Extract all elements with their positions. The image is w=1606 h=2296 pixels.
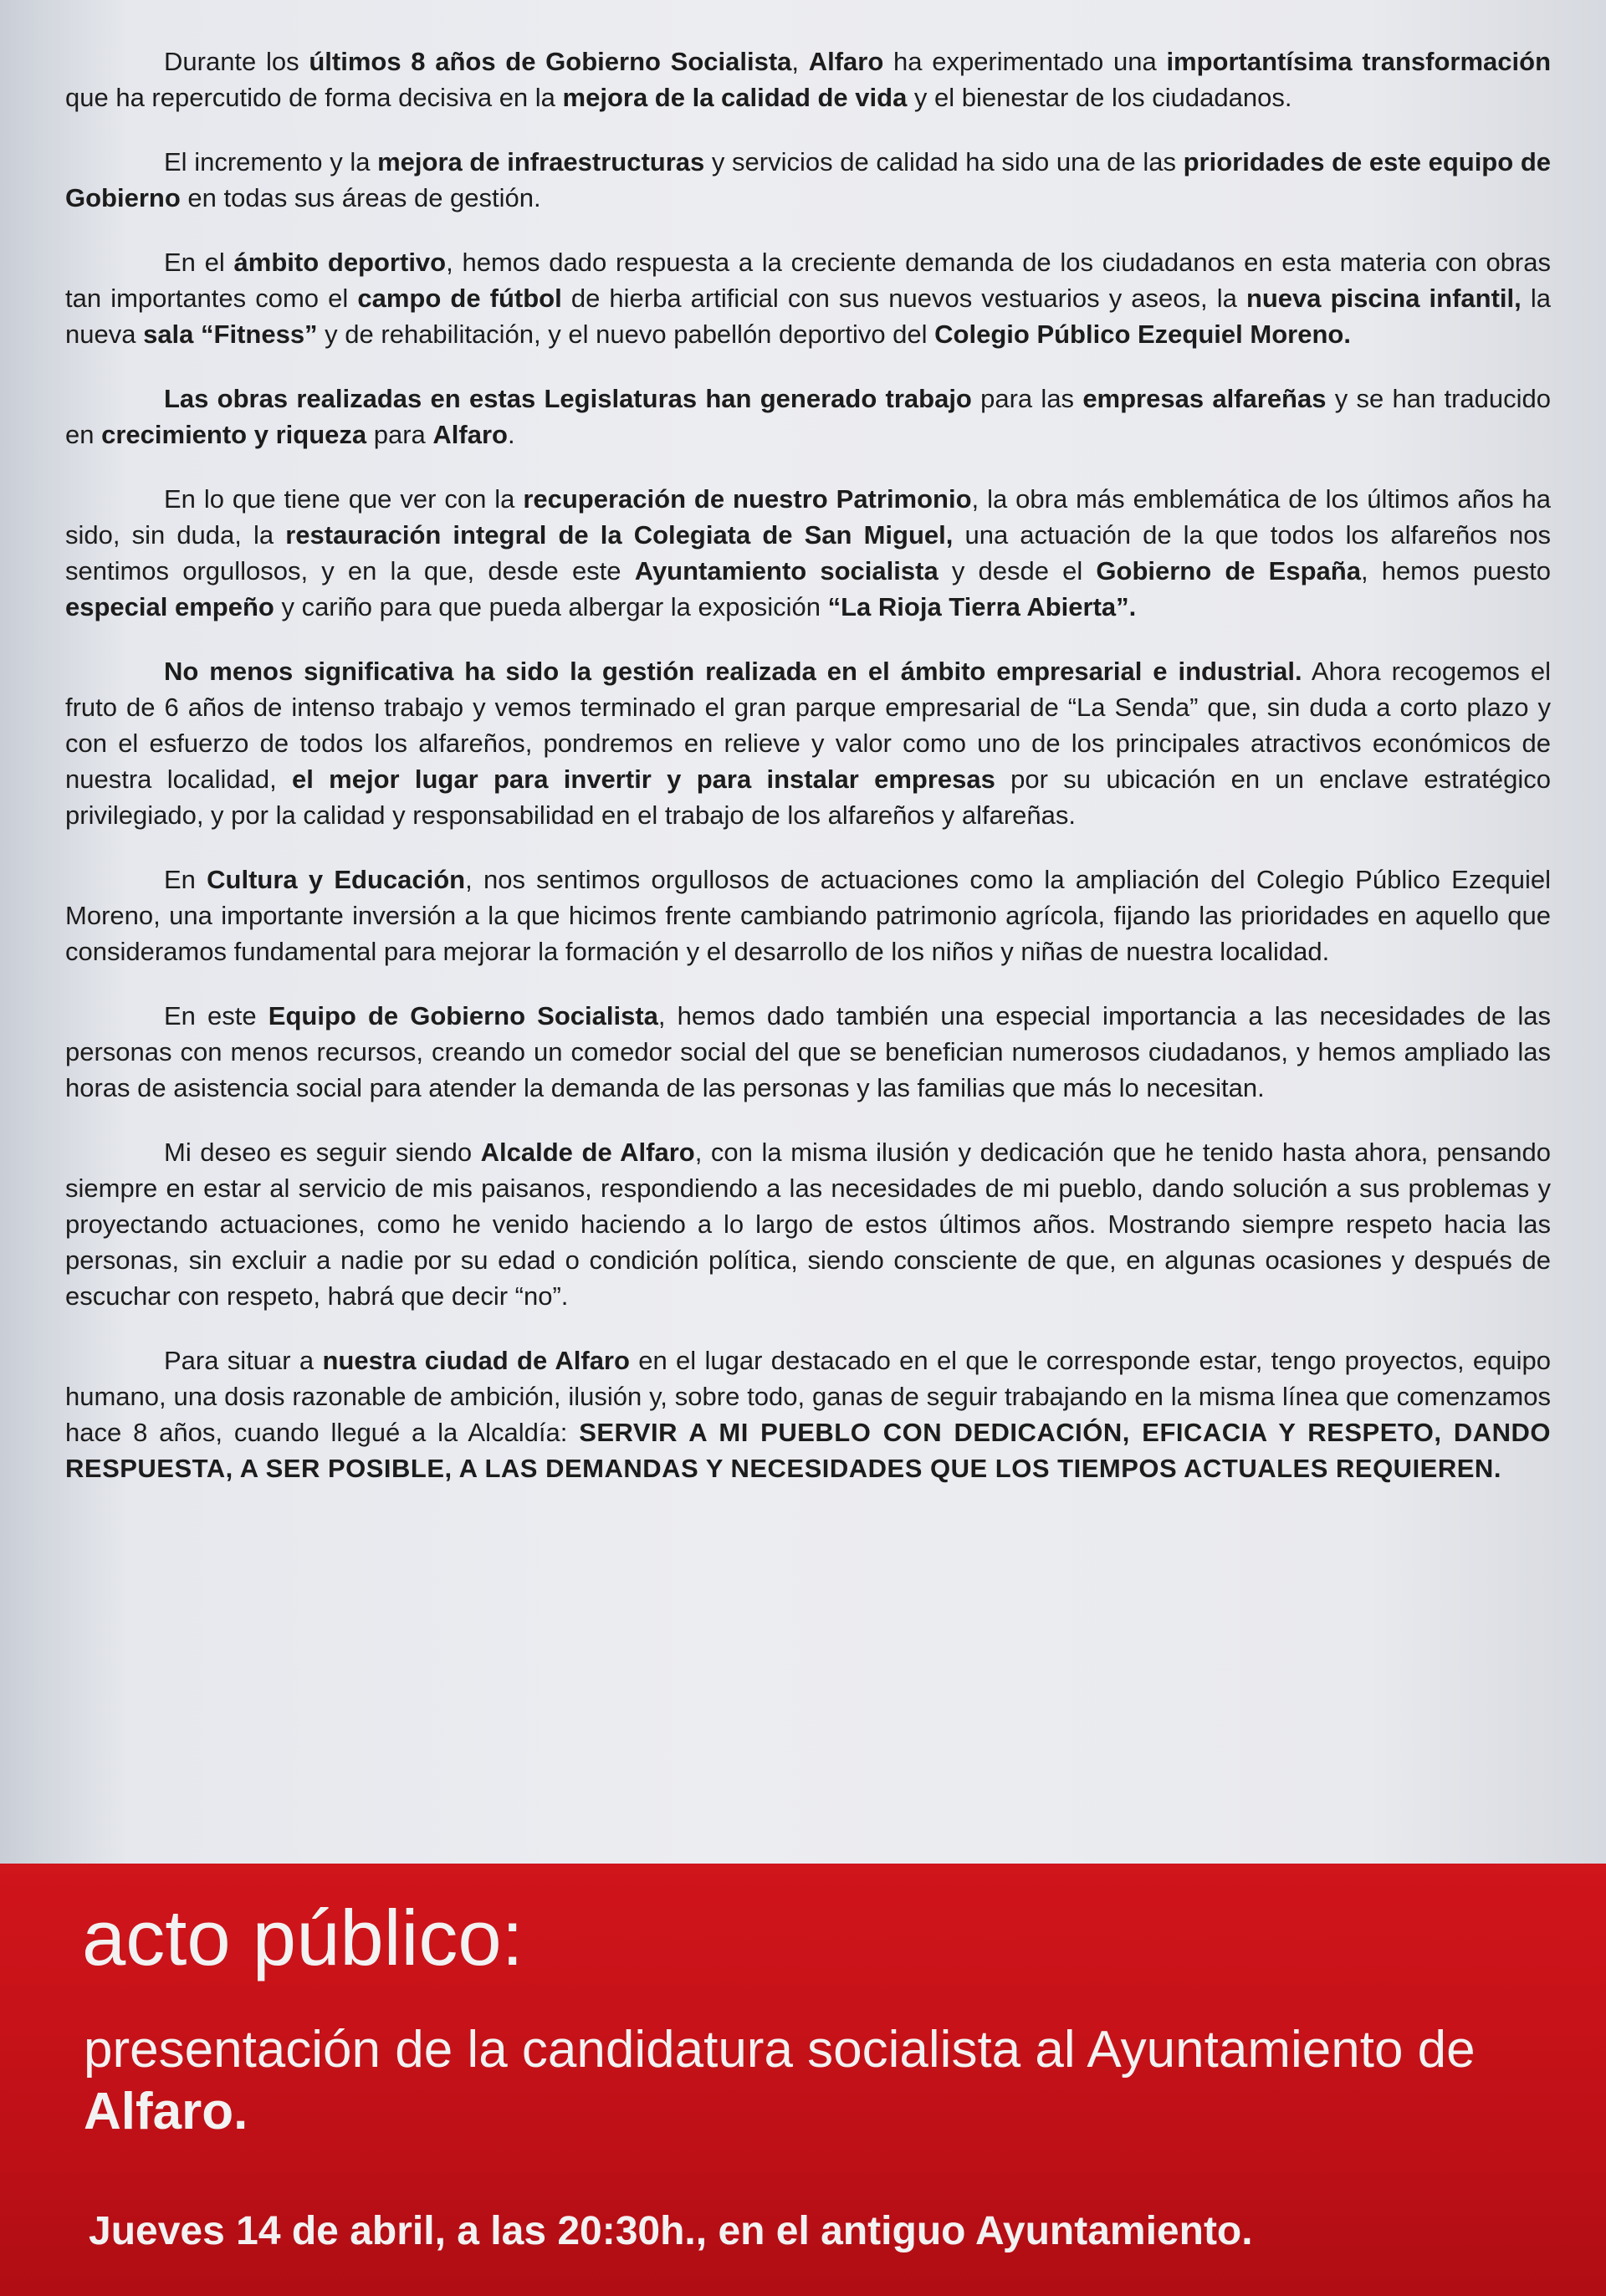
letter-body [65, 43, 1551, 1515]
paragraph-7: En Cultura y Educación, nos sentimos orgullosos de actuaciones como la ampliación del Colegio Público Ezequiel Moreno, una importante inversión a la que hicimos frente cambiando patrimonio agrícola, fijando las prioridades en aquello que consideramos fundamental para mejorar la formación y el desarrollo de los niños y niñas de nuestra localidad. [65, 865, 1551, 966]
paragraph-2: El incremento y la mejora de infraestructuras y servicios de calidad ha sido una de las prioridades de este equipo de Gobierno en todas sus áreas de gestión. [65, 147, 1551, 212]
paragraph-10: Para situar a nuestra ciudad de Alfaro en el lugar destacado en el que le corresponde estar, tengo proyectos, equipo humano, una dosis razonable de ambición, ilusión y, sobre todo, ganas de seguir trabajando en la misma línea que comenzamos hace 8 años, cuando llegué a la Alcaldía: SERVIR A MI PUEBLO CON DEDICACIÓN, EFICACIA Y RESPETO, DANDO RESPUESTA, A SER POSIBLE, A LAS DEMANDAS Y NECESIDADES QUE LOS TIEMPOS ACTUALES REQUIEREN. [65, 1346, 1552, 1483]
event-date: Jueves 14 de abril, a las 20:30h., en el antiguo Ayuntamiento. [89, 2209, 1253, 2253]
banner-title: acto público: [82, 1894, 524, 1982]
event-banner [0, 1864, 1606, 2296]
paragraph-8: En este Equipo de Gobierno Socialista, hemos dado también una especial importancia a las necesidades de las personas con menos recursos, creando un comedor social del que se benefician numerosos ciudadanos, y hemos ampliado las horas de asistencia social para atender la demanda de las personas y las familias que más lo necesitan. [65, 1001, 1551, 1102]
paragraph-4: Las obras realizadas en estas Legislaturas han generado trabajo para las empresas alfareñas y se han traducido en crecimiento y riqueza para Alfaro. [65, 384, 1551, 449]
paragraph-5: En lo que tiene que ver con la recuperación de nuestro Patrimonio, la obra más emblemática de los últimos años ha sido, sin duda, la restauración integral de la Colegiata de San Miguel, una actuación de la que todos los alfareños nos sentimos orgullosos, y en la que, desde este Ayuntamiento socialista y desde el Gobierno de España, hemos puesto especial empeño y cariño para que pueda albergar la exposición “La Rioja Tierra Abierta”. [65, 484, 1552, 621]
paragraph-1: Durante los últimos 8 años de Gobierno Socialista, Alfaro ha experimentado una importantísima transformación que ha repercutido de forma decisiva en la mejora de la calidad de vida y el bienestar de los ciudadanos. [65, 47, 1552, 112]
paragraph-6: No menos significativa ha sido la gestión realizada en el ámbito empresarial e industrial. Ahora recogemos el fruto de 6 años de intenso trabajo y vemos terminado el gran parque empresarial de “La Senda” que, sin duda a corto plazo y con el esfuerzo de todos los alfareños, pondremos en relieve y valor como uno de los principales atractivos económicos de nuestra localidad, el mejor lugar para invertir y para instalar empresas por su ubicación en un enclave estratégico privilegiado, y por la calidad y responsabilidad en el trabajo de los alfareños y alfareñas. [65, 657, 1552, 830]
paragraph-9: Mi deseo es seguir siendo Alcalde de Alfaro, con la misma ilusión y dedicación que he tenido hasta ahora, pensando siempre en estar al servicio de mis paisanos, respondiendo a las necesidades de mi pueblo, dando solución a sus problemas y proyectando actuaciones, como he venido haciendo a lo largo de estos últimos años. Mostrando siempre respeto hacia las personas, sin excluir a nadie por su edad o condición política, siendo consciente de que, en algunas ocasiones y después de escuchar con respeto, habrá que decir “no”. [65, 1138, 1551, 1311]
paragraph-3: En el ámbito deportivo, hemos dado respuesta a la creciente demanda de los ciudadanos en esta materia con obras tan importantes como el campo de fútbol de hierba artificial con sus nuevos vestuarios y aseos, la nueva piscina infantil, la nueva sala “Fitness” y de rehabilitación, y el nuevo pabellón deportivo del Colegio Público Ezequiel Moreno. [65, 248, 1551, 349]
banner-subtitle: presentación de la candidatura socialista al Ayuntamiento de Alfaro. [84, 2021, 1476, 2140]
